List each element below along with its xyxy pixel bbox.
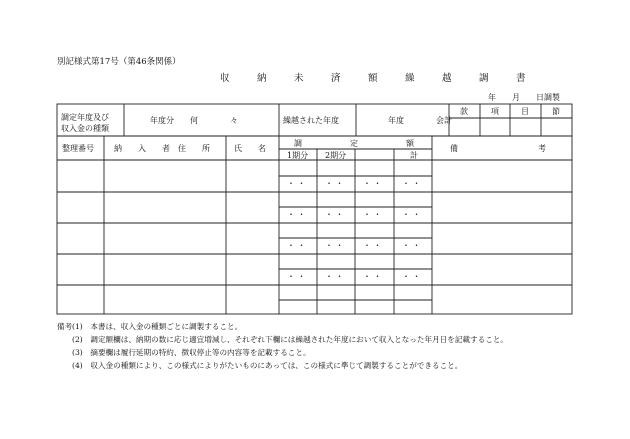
note-item-4: (4) 収入金の種類により、この様式によりがたいものにあっては、この様式に準じて調製することができること。: [72, 361, 463, 370]
budget-header-kan: 款: [460, 107, 468, 116]
date-dot-mark: ・ ・: [287, 210, 306, 219]
date-dot-mark: ・ ・: [325, 179, 344, 188]
budget-header-setsu: 節: [552, 107, 560, 116]
date-dot-mark: ・ ・: [363, 179, 382, 188]
col-header-total: 計: [410, 151, 418, 160]
date-dot-mark: ・ ・: [402, 179, 421, 188]
date-dot-mark: ・ ・: [325, 210, 344, 219]
note-item-1: (1) 本書は、収入金の種類ごとに調製すること。: [72, 322, 243, 331]
col-header-number: 整理番号: [62, 144, 94, 153]
col-header-period2: 2期分: [325, 151, 347, 160]
col-header-name: 氏 名: [234, 144, 266, 153]
date-dot-mark: ・ ・: [363, 241, 382, 250]
notes-label: 備考: [57, 322, 73, 331]
date-dot-mark: ・ ・: [287, 179, 306, 188]
note-item-2: (2) 調定額欄は、納期の数に応じ適宜増減し、それぞれ下欄には繰越された年度において収入となった年月日を記載すること。: [72, 335, 508, 344]
preparation-date: 年 月 日調製: [488, 93, 560, 102]
date-dot-mark: ・ ・: [287, 241, 306, 250]
year-and-type-label: 調定年度及び 収入金の種類: [61, 113, 109, 133]
col-header-amount: 調 定 額: [294, 139, 414, 148]
document-title: 収 納 未 済 額 繰 越 調 書: [220, 73, 535, 84]
note-item-3: (3) 摘要欄は履行延期の特約、徴収停止等の内容等を記載すること。: [72, 348, 311, 357]
date-dot-mark: ・ ・: [325, 241, 344, 250]
carried-year-label: 繰越された年度: [283, 116, 339, 125]
col-header-period1: 1期分: [287, 151, 309, 160]
date-dot-mark: ・ ・: [402, 241, 421, 250]
form-reference: 別記様式第17号（第46条関係）: [57, 57, 181, 67]
col-header-remarks: 備 考: [450, 144, 546, 153]
date-dot-mark: ・ ・: [402, 210, 421, 219]
col-header-address: 納 入 者 住 所: [114, 144, 210, 153]
budget-header-kou: 項: [491, 107, 499, 116]
date-dot-mark: ・ ・: [363, 272, 382, 281]
date-dot-mark: ・ ・: [363, 210, 382, 219]
carried-year-value: 年度 会計: [388, 116, 452, 125]
year-and-type-value: 年度分 何 々: [150, 116, 238, 125]
budget-header-moku: 目: [521, 107, 529, 116]
date-dot-mark: ・ ・: [325, 272, 344, 281]
date-dot-mark: ・ ・: [287, 272, 306, 281]
date-dot-mark: ・ ・: [402, 272, 421, 281]
